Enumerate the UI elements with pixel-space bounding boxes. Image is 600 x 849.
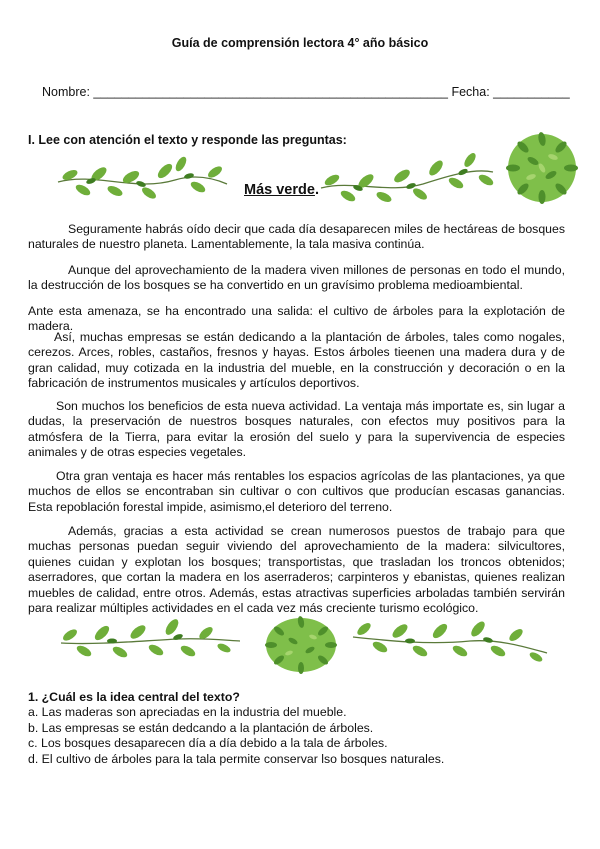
leafy-vine-icon [318, 150, 496, 205]
leafy-vine-icon [350, 615, 550, 665]
option-d[interactable]: d. El cultivo de árboles para la tala permite conservar lso bosques naturales. [28, 751, 445, 766]
date-field[interactable]: ___________ [493, 85, 570, 99]
name-date-line [42, 85, 570, 99]
paragraph-2: Aunque del aprovechamiento de la madera viven millones de personas en todo el mundo, la destrucción de los bosques se ha convertido en un gravísimo problema medioambiental. [28, 263, 565, 293]
paragraph-4: Así, muchas empresas se están dedicando a la plantación de árboles, tales como nogales, cerezos. Arces, robles, castaños, fresnos y hayas. Estos árboles tieenen una madera dura y de gran calidad, muy cotizada en la industria del mueble, en la construcción y decoración o en la fabricación de instrumentos musicales y artículos deportivos. [28, 330, 565, 391]
option-b[interactable]: b. Las empresas se están dedcando a la plantación de árboles. [28, 720, 374, 735]
question-1-prompt: 1. ¿Cuál es la idea central del texto? [28, 690, 240, 704]
section-instruction: I. Lee con atención el texto y responde las preguntas: [28, 133, 347, 147]
page-title: Guía de comprensión lectora 4° año básico [171, 36, 429, 50]
question-1 [28, 690, 444, 767]
option-c[interactable]: c. Los bosques desaparecen día a día debido a la tala de árboles. [28, 736, 388, 751]
leafy-vine-icon [58, 615, 243, 665]
date-label: Fecha: [451, 85, 490, 99]
paragraph-6: Otra gran ventaja es hacer más rentables los espacios agrícolas de las plantaciones, ya que muchos de ellos se encontraban sin cultivar o con cultivos que producían escasas ganancias. Esta repoblación forestal impide, asimismo,el deterioro del terreno. [28, 469, 565, 514]
story-title [244, 182, 319, 198]
option-a[interactable]: a. Las maderas son apreciadas en la industria del mueble. [28, 705, 347, 720]
paragraph-1: Seguramente habrás oído decir que cada día desaparecen miles de hectáreas de bosques naturales de nuestro planeta. Lamentablemente, la tala masiva continúa. [28, 222, 565, 252]
round-shrub-icon [501, 129, 583, 207]
paragraph-5: Son muchos los beneficios de esta nueva actividad. La ventaja más importate es, sin lugar a dudas, la preservación de nuestros bosques naturales, con efectos muy positivos para la atmósfera de la Tierra, para evitar la erosión del suelo y para la supervivencia de especies animales y de otras especies vegetales. [28, 399, 565, 460]
paragraph-3: Ante esta amenaza, se ha encontrado una salida: el cultivo de árboles para la explotación de madera. [28, 304, 565, 334]
story-title-text: Más verde [244, 182, 315, 198]
leafy-vine-icon [55, 150, 230, 205]
paragraph-7: Además, gracias a esta actividad se crean numerosos puestos de trabajo para que muchas personas puedan seguir viviendo del aprovechamiento de la madera: silvicultores, quienes cuidan y explotan los bosques; transportistas, que trasladan los troncos obtenidos; aserradores, que cortan la madera en los aserraderos; carpinteros y ebanistas, quienes realizan muebles de calidad, entre otros. Además, estas atractivas superficies arboladas también servirán para realizar múltiples actividades en el cada vez más creciente turismo ecológico. [28, 524, 565, 616]
story-title-period: . [314, 182, 319, 198]
round-shrub-icon [263, 615, 339, 675]
name-label: Nombre: [42, 85, 90, 99]
name-field[interactable]: ___________________________________________________ [93, 85, 448, 99]
